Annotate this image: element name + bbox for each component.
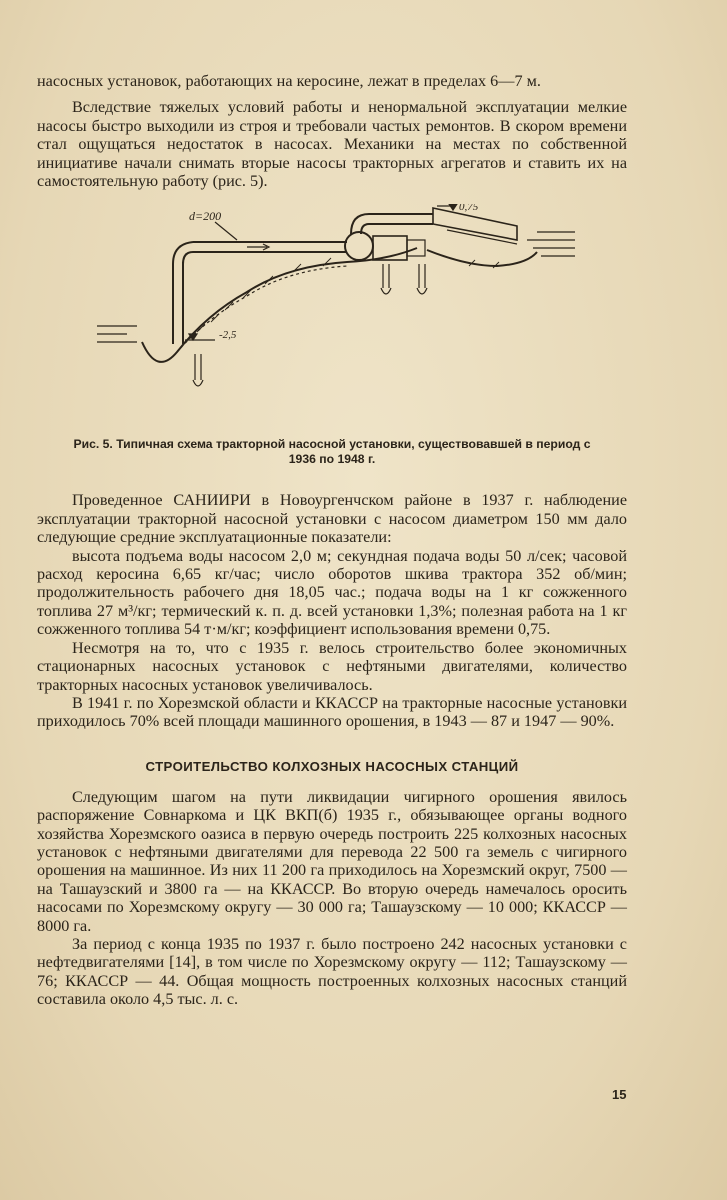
paragraph: Проведенное САНИИРИ в Новоургенчском районе в 1937 г. наблюдение эксплуатации тракторной насосной установки с насосом диаметром 150 мм дало следующие средние эксплуатационные показатели:: [37, 491, 627, 547]
paragraph: насосных установок, работающих на керосине, лежат в пределах 6—7 м.: [37, 72, 541, 90]
label-top-level: 0,75: [459, 204, 479, 214]
paragraph: За период с конца 1935 по 1937 г. было построено 242 насосных установки с нефтедвигателями [14], в том числе по Хорезмскому округу — 112; Ташаузскому — 76; ККАССР — 44. Общая мощность построенных колхозных насосных станций составила около 4,5 тыс. л. с.: [37, 934, 627, 1009]
figure-pump-scheme: [37, 204, 627, 419]
section-heading: СТРОИТЕЛЬСТВО КОЛХОЗНЫХ НАСОСНЫХ СТАНЦИЙ: [145, 758, 519, 774]
paragraph: Следующим шагом на пути ликвидации чигирного орошения явилось распоряжение Совнаркома и ЦК ВКП(б) 1935 г., обязывающее органы водного хозяйства Хорезмского оазиса в первую очередь построить 225 колхозных насосных установок с нефтяными двигателями для перевода 22 500 га земель с чигирного орошения на машинное. Из них 11 200 га приходилось на Хорезмский округ, 7500 — на Ташаузский и 3800 га — на ККАССР. Во вторую очередь намечалось оросить насосами по Хорезмскому округу — 30 000 га; Ташаузскому — 10 000; ККАССР — 8000 га.: [37, 787, 627, 935]
paragraph: Вследствие тяжелых условий работы и ненормальной эксплуатации мелкие насосы быстро выходили из строя и требовали частых ремонтов. В скором времени стал ощущаться недостаток в насосах. Механики на местах по собственной инициативе начали снимать вторые насосы тракторных агрегатов и ставить их на самостоятельную работу (рис. 5).: [37, 98, 627, 191]
paragraph: Несмотря на то, что с 1935 г. велось строительство более экономичных стационарных насосных установок с нефтяными двигателями, количество тракторных насосных установок увеличивалось.: [37, 638, 627, 694]
figure-caption: Рис. 5. Типичная схема тракторной насосной установки, существовавшей в период с 1936 по 1948 г.: [73, 437, 591, 467]
pump-scheme-diagram: [97, 204, 577, 414]
label-pipe-diameter: d=200: [189, 209, 222, 224]
page-body: [37, 72, 627, 1009]
label-bottom-level: -2,5: [219, 329, 237, 342]
paragraph: высота подъема воды насосом 2,0 м; секундная подача воды 50 л/сек; часовой расход керосина 6,65 кг/час; число оборотов шкива трактора 352 об/мин; продолжительность рабочего дня 18,05 час.; подача воды на 1 кг сожженного топлива 27 м³/кг; термический к. п. д. всей установки 1,3%; полезная работа на 1 кг сожженного топлива 54 т·м/кг; коэффициент использования времени 0,75.: [37, 546, 627, 639]
page-number: 15: [612, 1087, 627, 1102]
paragraph: В 1941 г. по Хорезмской области и ККАССР на тракторные насосные установки приходилось 70% всей площади машинного орошения, в 1943 — 87 и 1947 — 90%.: [37, 693, 627, 731]
